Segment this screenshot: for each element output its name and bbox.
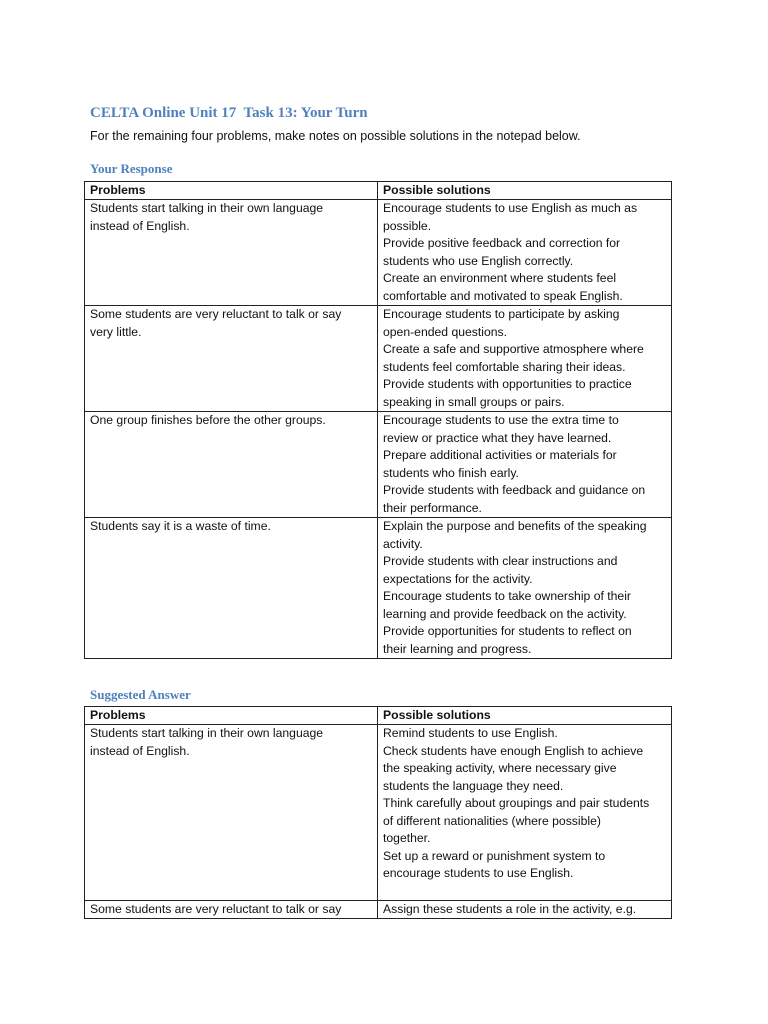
text-line: One group finishes before the other groups. — [90, 413, 326, 427]
text-line: Check students have enough English to achieve — [383, 743, 644, 758]
table-header-row — [85, 182, 672, 200]
your-response-table — [84, 181, 672, 659]
text-line: possible. — [383, 218, 432, 233]
text-line: speaking in small groups or pairs. — [383, 394, 565, 409]
text-line: students feel comfortable sharing their ideas. — [383, 359, 626, 374]
text-line: their learning and progress. — [383, 641, 532, 656]
solutions-cell — [378, 518, 672, 659]
instructions-text: For the remaining four problems, make notes on possible solutions in the notepad below. — [90, 129, 581, 143]
text-line: Explain the purpose and benefits of the speaking — [383, 519, 647, 533]
text-line: of different nationalities (where possible) — [383, 813, 601, 828]
text-line: Students say it is a waste of time. — [90, 519, 271, 533]
text-line: activity. — [383, 536, 423, 551]
text-line: Students start talking in their own language — [90, 201, 324, 215]
page-title: CELTA Online Unit 17 Task 13: Your Turn — [90, 105, 368, 121]
text-line: review or practice what they have learned. — [383, 430, 612, 445]
text-line: Encourage students to participate by asking — [383, 307, 620, 321]
text-line: Create an environment where students feel — [383, 271, 617, 285]
text-line: instead of English. — [90, 218, 190, 233]
text-line: Create a safe and supportive atmosphere where — [383, 342, 644, 356]
text-line: Remind students to use English. — [383, 726, 558, 740]
problem-cell: Some students are very reluctant to talk or say — [85, 900, 378, 918]
text-line: encourage students to use English. — [383, 866, 574, 880]
problem-cell — [85, 725, 378, 901]
problem-cell — [85, 412, 378, 518]
text-line: Provide students with clear instructions and — [383, 554, 618, 568]
text-line: learning and provide feedback on the activity. — [383, 606, 627, 621]
column-header-solutions: Possible solutions — [378, 707, 672, 725]
text-line: Think carefully about groupings and pair students — [383, 796, 650, 810]
problem-cell — [85, 518, 378, 659]
text-line: students the language they need. — [383, 778, 564, 793]
table-row — [85, 900, 672, 918]
solutions-cell: Assign these students a role in the activity, e.g. — [378, 900, 672, 918]
text-line: Some students are very reluctant to talk or say — [90, 307, 342, 321]
text-line: instead of English. — [90, 743, 190, 758]
table-row — [85, 200, 672, 306]
solutions-cell — [378, 306, 672, 412]
text-line: Prepare additional activities or materials for — [383, 448, 617, 462]
suggested-answer-table — [84, 706, 672, 919]
column-header-problems: Problems — [85, 182, 378, 200]
text-line: Provide positive feedback and correction for — [383, 236, 621, 250]
text-line: the speaking activity, where necessary give — [383, 761, 617, 775]
text-line: very little. — [90, 324, 142, 339]
solutions-cell — [378, 200, 672, 306]
text-line: Encourage students to use English as much as — [383, 201, 638, 215]
table-row — [85, 306, 672, 412]
table-row — [85, 518, 672, 659]
text-line: Provide students with opportunities to practice — [383, 377, 632, 391]
text-line: together. — [383, 831, 431, 845]
column-header-solutions: Possible solutions — [378, 182, 672, 200]
text-line: their performance. — [383, 500, 482, 515]
problem-cell — [85, 306, 378, 412]
text-line: Encourage students to take ownership of their — [383, 589, 631, 603]
your-response-heading: Your Response — [90, 161, 173, 176]
text-line: students who use English correctly. — [383, 253, 574, 268]
text-line: comfortable and motivated to speak English. — [383, 288, 623, 303]
text-line: expectations for the activity. — [383, 571, 533, 586]
text-line: open-ended questions. — [383, 324, 508, 339]
table-header-row — [85, 707, 672, 725]
solutions-cell — [378, 412, 672, 518]
text-line: Set up a reward or punishment system to — [383, 848, 606, 863]
suggested-answer-heading: Suggested Answer — [90, 687, 191, 702]
table-row — [85, 412, 672, 518]
table-row — [85, 725, 672, 901]
text-line: Encourage students to use the extra time to — [383, 413, 619, 427]
text-line: Students start talking in their own language — [90, 726, 324, 740]
text-line: Provide students with feedback and guidance on — [383, 483, 646, 497]
text-line: students who finish early. — [383, 465, 519, 480]
column-header-problems: Problems — [85, 707, 378, 725]
problem-cell — [85, 200, 378, 306]
solutions-cell — [378, 725, 672, 901]
text-line: Provide opportunities for students to reflect on — [383, 624, 632, 638]
